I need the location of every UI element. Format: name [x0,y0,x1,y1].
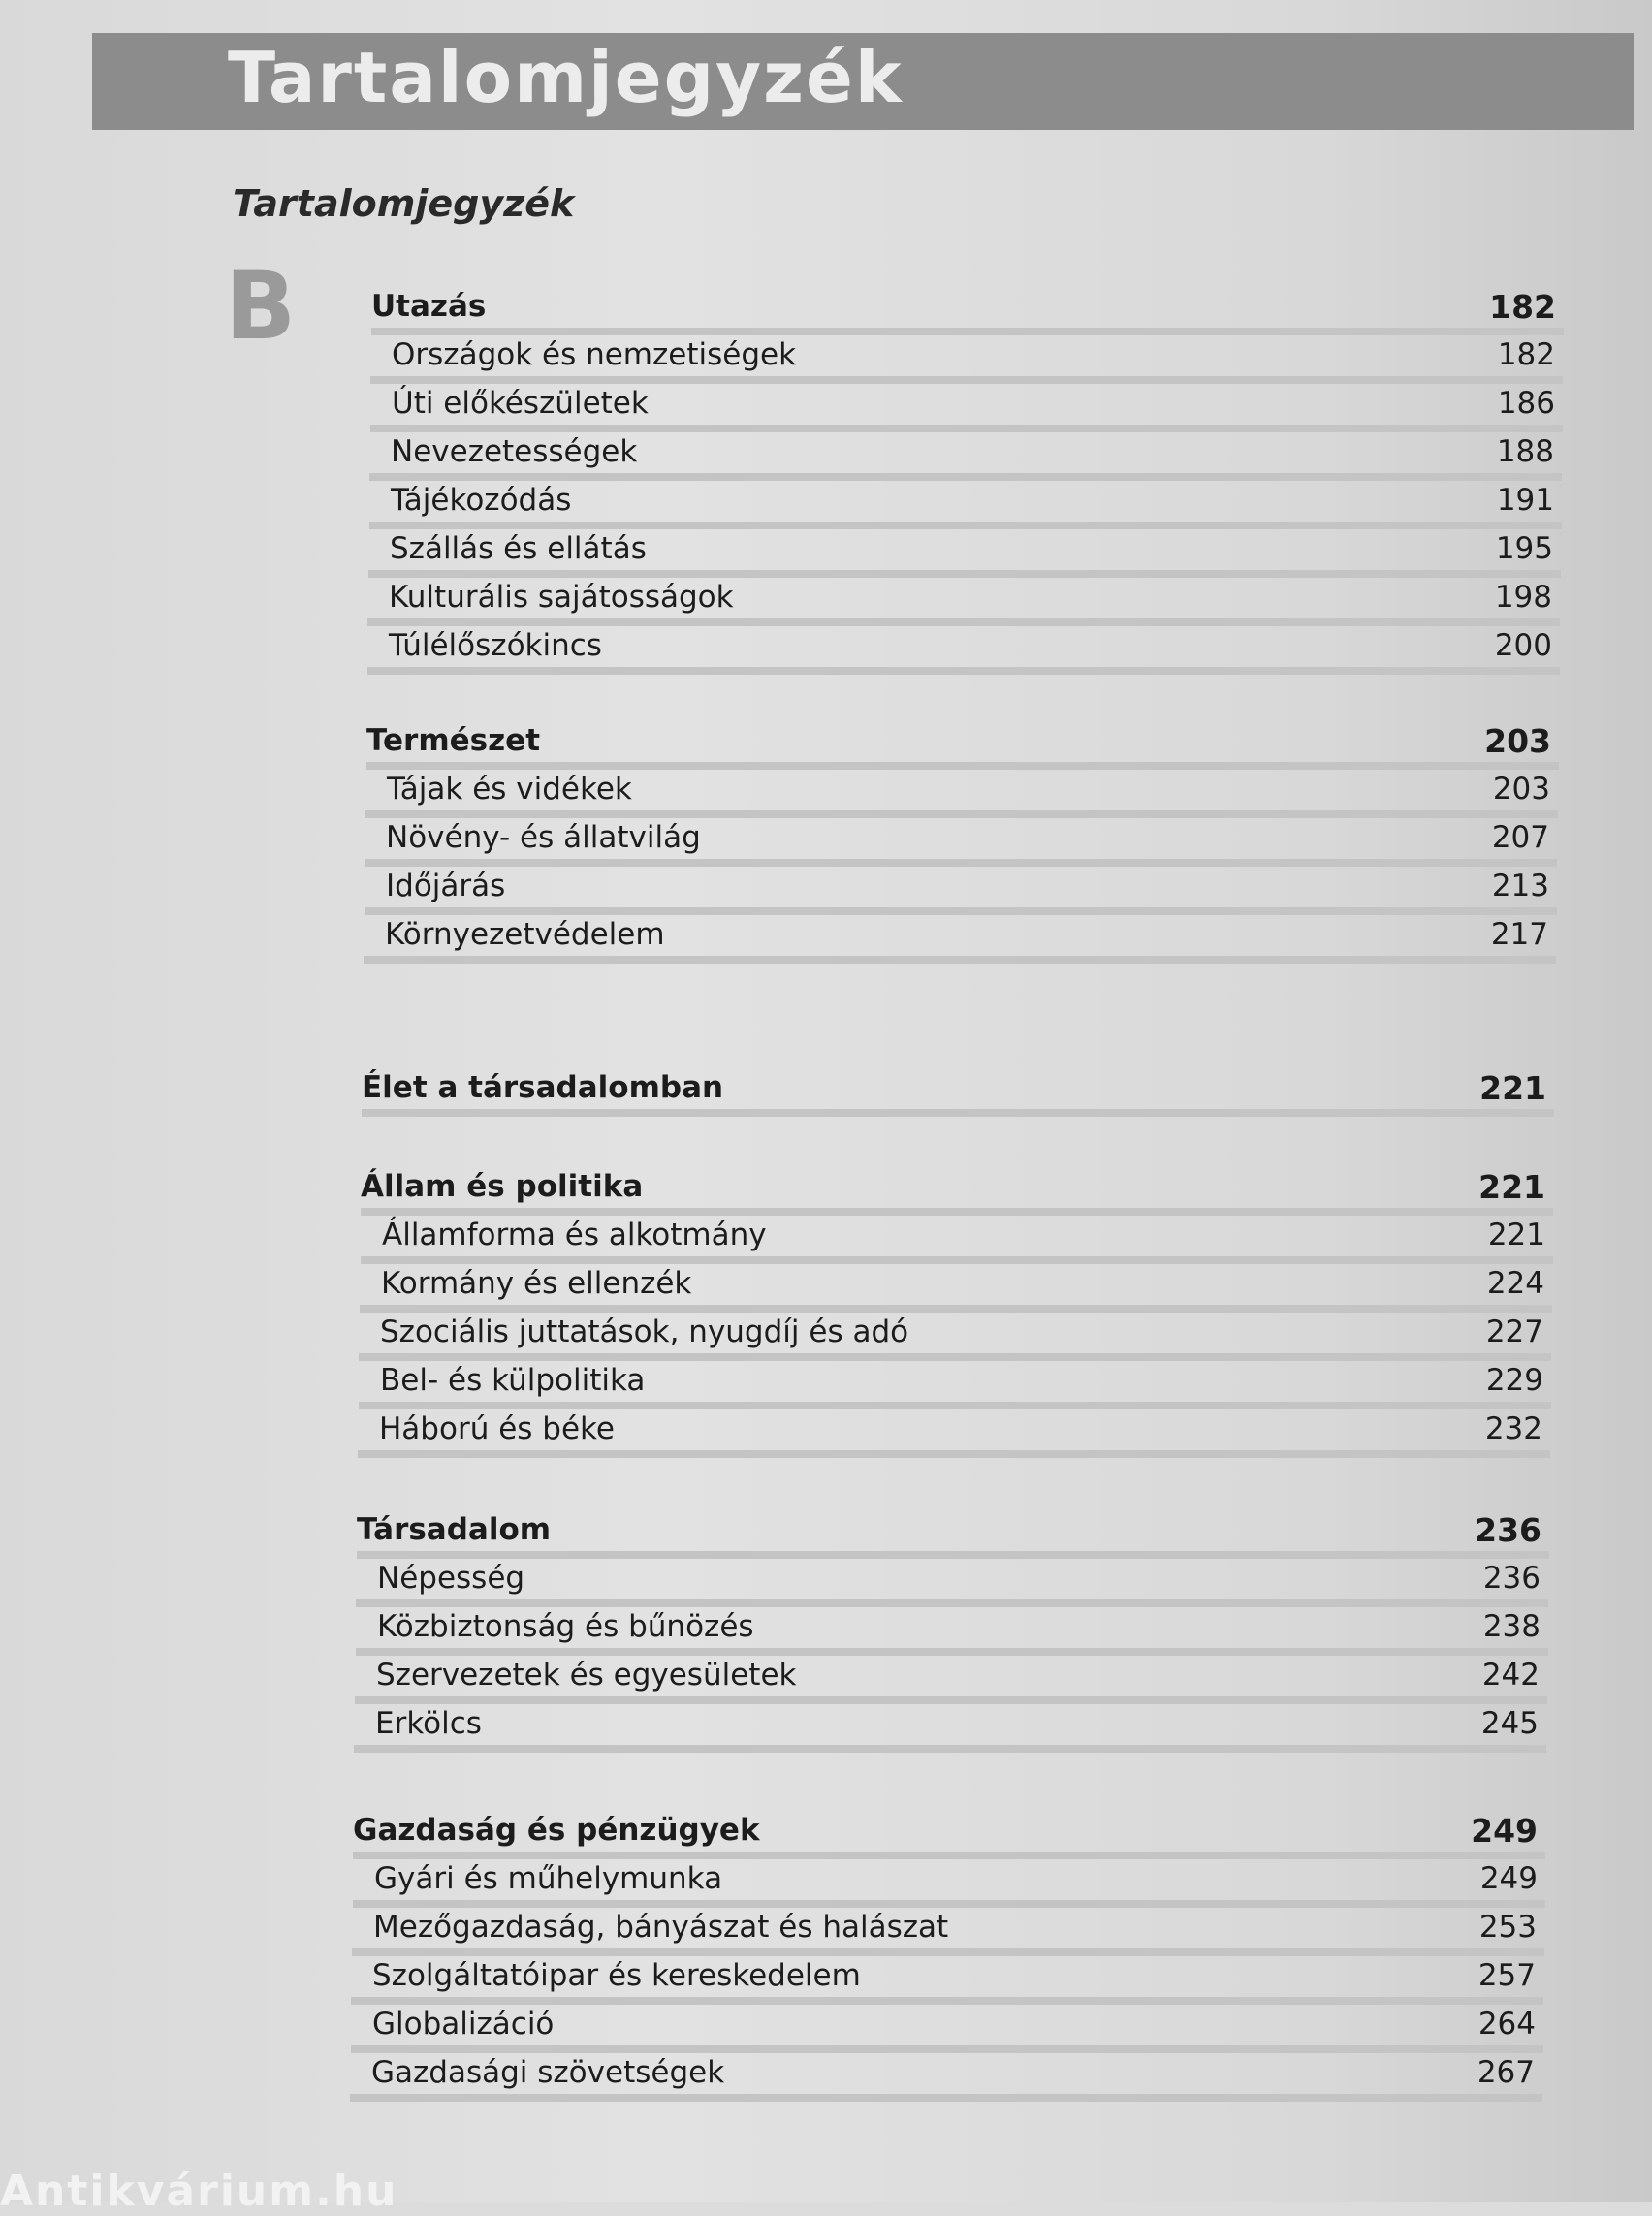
toc-entry [367,572,1560,622]
page-number: 257 [1477,1958,1536,1993]
group-title: Állam és politika [361,1169,644,1204]
entry-title: Erkölcs [375,1706,482,1741]
toc-entry [354,1698,1546,1749]
header-title: Tartalomjegyzék [228,37,904,118]
toc-group-heading [371,281,1564,332]
entry-title: Tájak és vidékek [387,772,632,807]
entry-title: Gazdasági szövetségek [371,2055,725,2090]
toc-entry [352,1902,1544,1952]
page-number: 186 [1497,386,1555,421]
page-number: 191 [1496,483,1554,518]
page-number: 238 [1482,1609,1541,1644]
entry-title: Népesség [377,1561,525,1596]
entry-title: Tájékozódás [391,483,572,518]
page-number: 195 [1495,531,1553,566]
page-number: 245 [1480,1706,1539,1741]
entry-title: Környezetvédelem [385,917,665,952]
group-title: Gazdaság és pénzügyek [353,1813,760,1848]
group-title: Élet a társadalomban [362,1070,724,1105]
toc-entry [365,764,1558,814]
page-number: 213 [1491,869,1549,903]
page-number: 253 [1478,1910,1537,1945]
toc-entry [365,812,1557,863]
page-number: 207 [1491,820,1549,855]
toc-entry [351,1999,1543,2049]
toc-entry [353,1853,1545,1904]
page-number: 227 [1485,1314,1543,1349]
group-title: Társadalom [357,1512,552,1547]
entry-title: Kormány és ellenzék [381,1266,692,1301]
toc-entry [365,861,1557,911]
toc-entry [356,1601,1548,1652]
entry-title: Túlélőszókincs [389,628,602,663]
toc-entry [367,620,1560,671]
page-number: 221 [1478,1167,1545,1206]
toc-entry [350,2047,1542,2098]
toc-entry [370,330,1563,380]
toc-entry [360,1258,1552,1309]
page-number: 242 [1481,1658,1540,1693]
entry-title: Szállás és ellátás [390,531,647,566]
entry-title: Mezőgazdaság, bányászat és halászat [373,1910,949,1945]
page-number: 200 [1494,628,1552,663]
entry-title: Bel- és külpolitika [380,1363,646,1398]
entry-title: Növény- és állatvilág [386,820,701,855]
entry-title: Szolgáltatóipar és kereskedelem [372,1958,861,1993]
entry-title: Szociális juttatások, nyugdíj és adó [380,1314,909,1349]
entry-title: Gyári és műhelymunka [374,1861,723,1896]
page-number: 221 [1487,1218,1545,1252]
page-number: 236 [1482,1561,1541,1596]
page-number: 232 [1484,1411,1542,1446]
toc-group-heading [357,1504,1549,1555]
entry-title: Szervezetek és egyesületek [376,1658,797,1693]
toc-group-heading [362,1062,1554,1113]
page-number: 217 [1490,917,1548,952]
page-number: 224 [1486,1266,1544,1301]
page-number: 203 [1492,772,1550,807]
page-number: 249 [1479,1861,1538,1896]
page-number: 264 [1477,2007,1536,2042]
entry-title: Nevezetességek [391,434,638,469]
page-number: 203 [1484,721,1551,760]
entry-title: Háború és béke [379,1411,615,1446]
page-number: 182 [1497,337,1555,372]
page-number: 221 [1479,1068,1546,1107]
group-title: Utazás [371,289,487,324]
toc-entry [369,475,1562,525]
group-title: Természet [366,723,541,758]
toc-entry [370,378,1563,428]
toc-group-heading [361,1161,1553,1212]
toc-entry [368,523,1561,574]
entry-title: Közbiztonság és bűnözés [377,1609,754,1644]
page-number: 236 [1475,1510,1541,1549]
page-number: 188 [1496,434,1554,469]
toc-entry [359,1307,1551,1357]
watermark: Antikvárium.hu [0,2167,398,2216]
page-number: 198 [1494,580,1552,615]
toc-entry [359,1355,1551,1406]
page-number: 267 [1477,2055,1535,2090]
section-title: Tartalomjegyzék [233,182,575,225]
toc-entry [364,909,1556,960]
section-letter: B [225,252,297,361]
entry-title: Úti előkészületek [392,386,649,421]
entry-title: Kulturális sajátosságok [389,580,734,615]
toc-entry [369,427,1562,477]
toc-group-heading [353,1805,1545,1855]
page-number: 229 [1485,1363,1543,1398]
entry-title: Államforma és alkotmány [382,1218,767,1252]
toc-entry [358,1404,1550,1454]
page-number: 182 [1489,287,1556,326]
toc-entry [351,1950,1543,2001]
toc-entry [355,1650,1547,1700]
entry-title: Globalizáció [372,2007,555,2042]
toc-group-heading [366,715,1559,766]
toc-entry [356,1553,1548,1603]
page-number: 249 [1471,1811,1538,1850]
entry-title: Országok és nemzetiségek [392,337,797,372]
entry-title: Időjárás [386,869,506,903]
toc-entry [361,1210,1553,1260]
